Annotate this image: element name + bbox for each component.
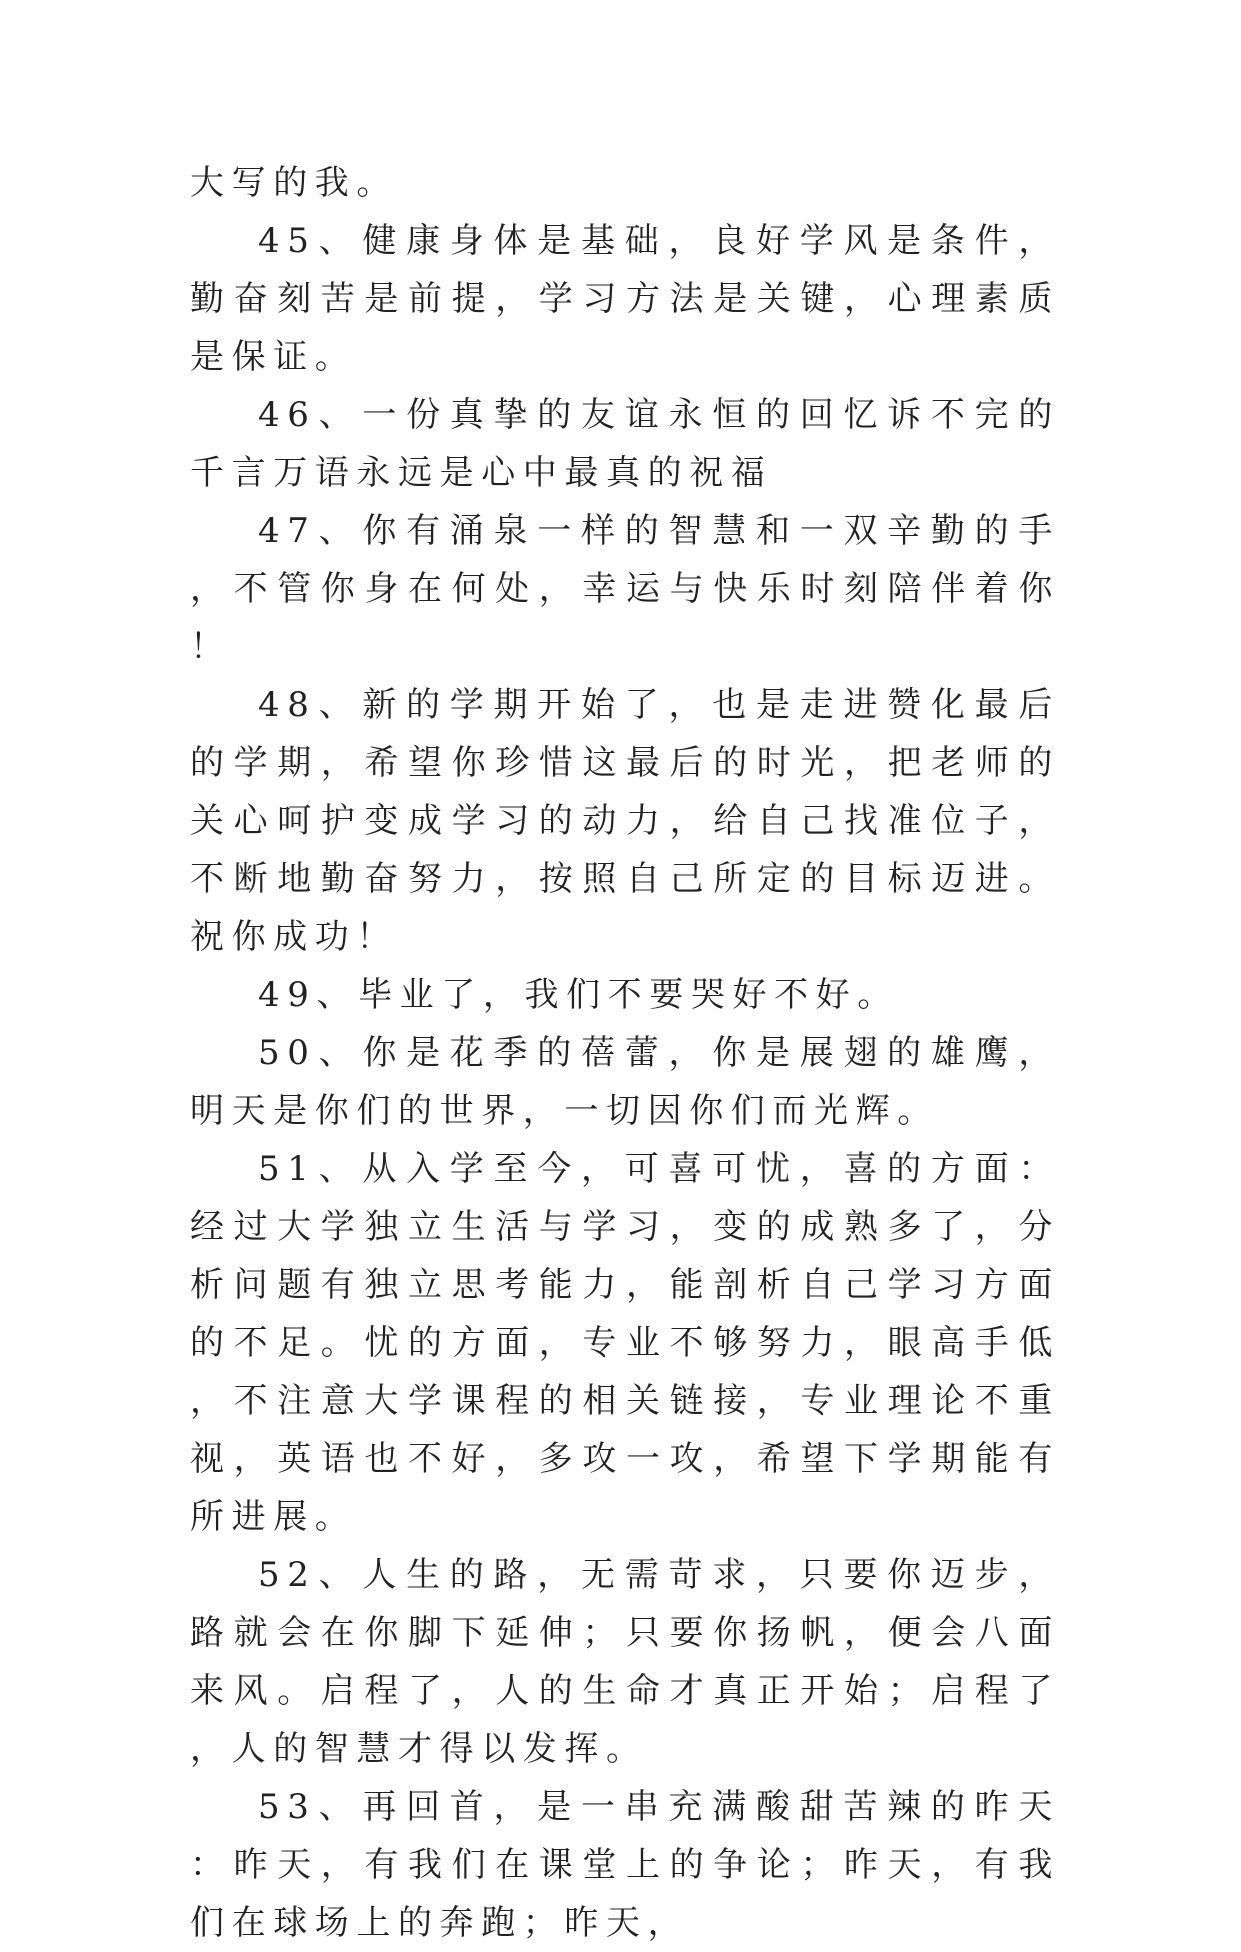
paragraph: 50、你是花季的蓓蕾，你是展翅的雄鹰，明天是你们的世界，一切因你们而光辉。 [190, 1033, 1060, 1131]
paragraph: 46、一份真挚的友谊永恒的回忆诉不完的千言万语永远是心中最真的祝福 [190, 395, 1060, 493]
paragraph: 51、从入学至今，可喜可忧，喜的方面：经过大学独立生活与学习，变的成熟多了，分析问题有独立思考能力，能剖析自己学习方面的不足。忧的方面，专业不够努力，眼高手低，不注意大学课程的相关链接，专业理论不重视，英语也不好，多攻一攻，希望下学期能有所进展。 [190, 1149, 1060, 1537]
paragraph: 49、毕业了，我们不要哭好不好。 [258, 975, 899, 1015]
paragraph: 大写的我。 [190, 163, 398, 203]
paragraph: 52、人生的路，无需苛求，只要你迈步，路就会在你脚下延伸；只要你扬帆，便会八面来风。启程了，人的生命才真正开始；启程了，人的智慧才得以发挥。 [190, 1555, 1060, 1769]
paragraph: 53、再回首，是一串充满酸甜苦辣的昨天：昨天，有我们在课堂上的争论；昨天，有我们在球场上的奔跑；昨天， [190, 1787, 1060, 1943]
document-body [190, 154, 1060, 1952]
paragraph: 45、健康身体是基础，良好学风是条件，勤奋刻苦是前提，学习方法是关键，心理素质是保证。 [190, 221, 1060, 377]
paragraph: 47、你有涌泉一样的智慧和一双辛勤的手，不管你身在何处，幸运与快乐时刻陪伴着你！ [190, 511, 1060, 667]
paragraph: 48、新的学期开始了，也是走进赞化最后的学期，希望你珍惜这最后的时光，把老师的关心呵护变成学习的动力，给自己找准位子，不断地勤奋努力，按照自己所定的目标迈进。祝你成功！ [190, 685, 1060, 957]
